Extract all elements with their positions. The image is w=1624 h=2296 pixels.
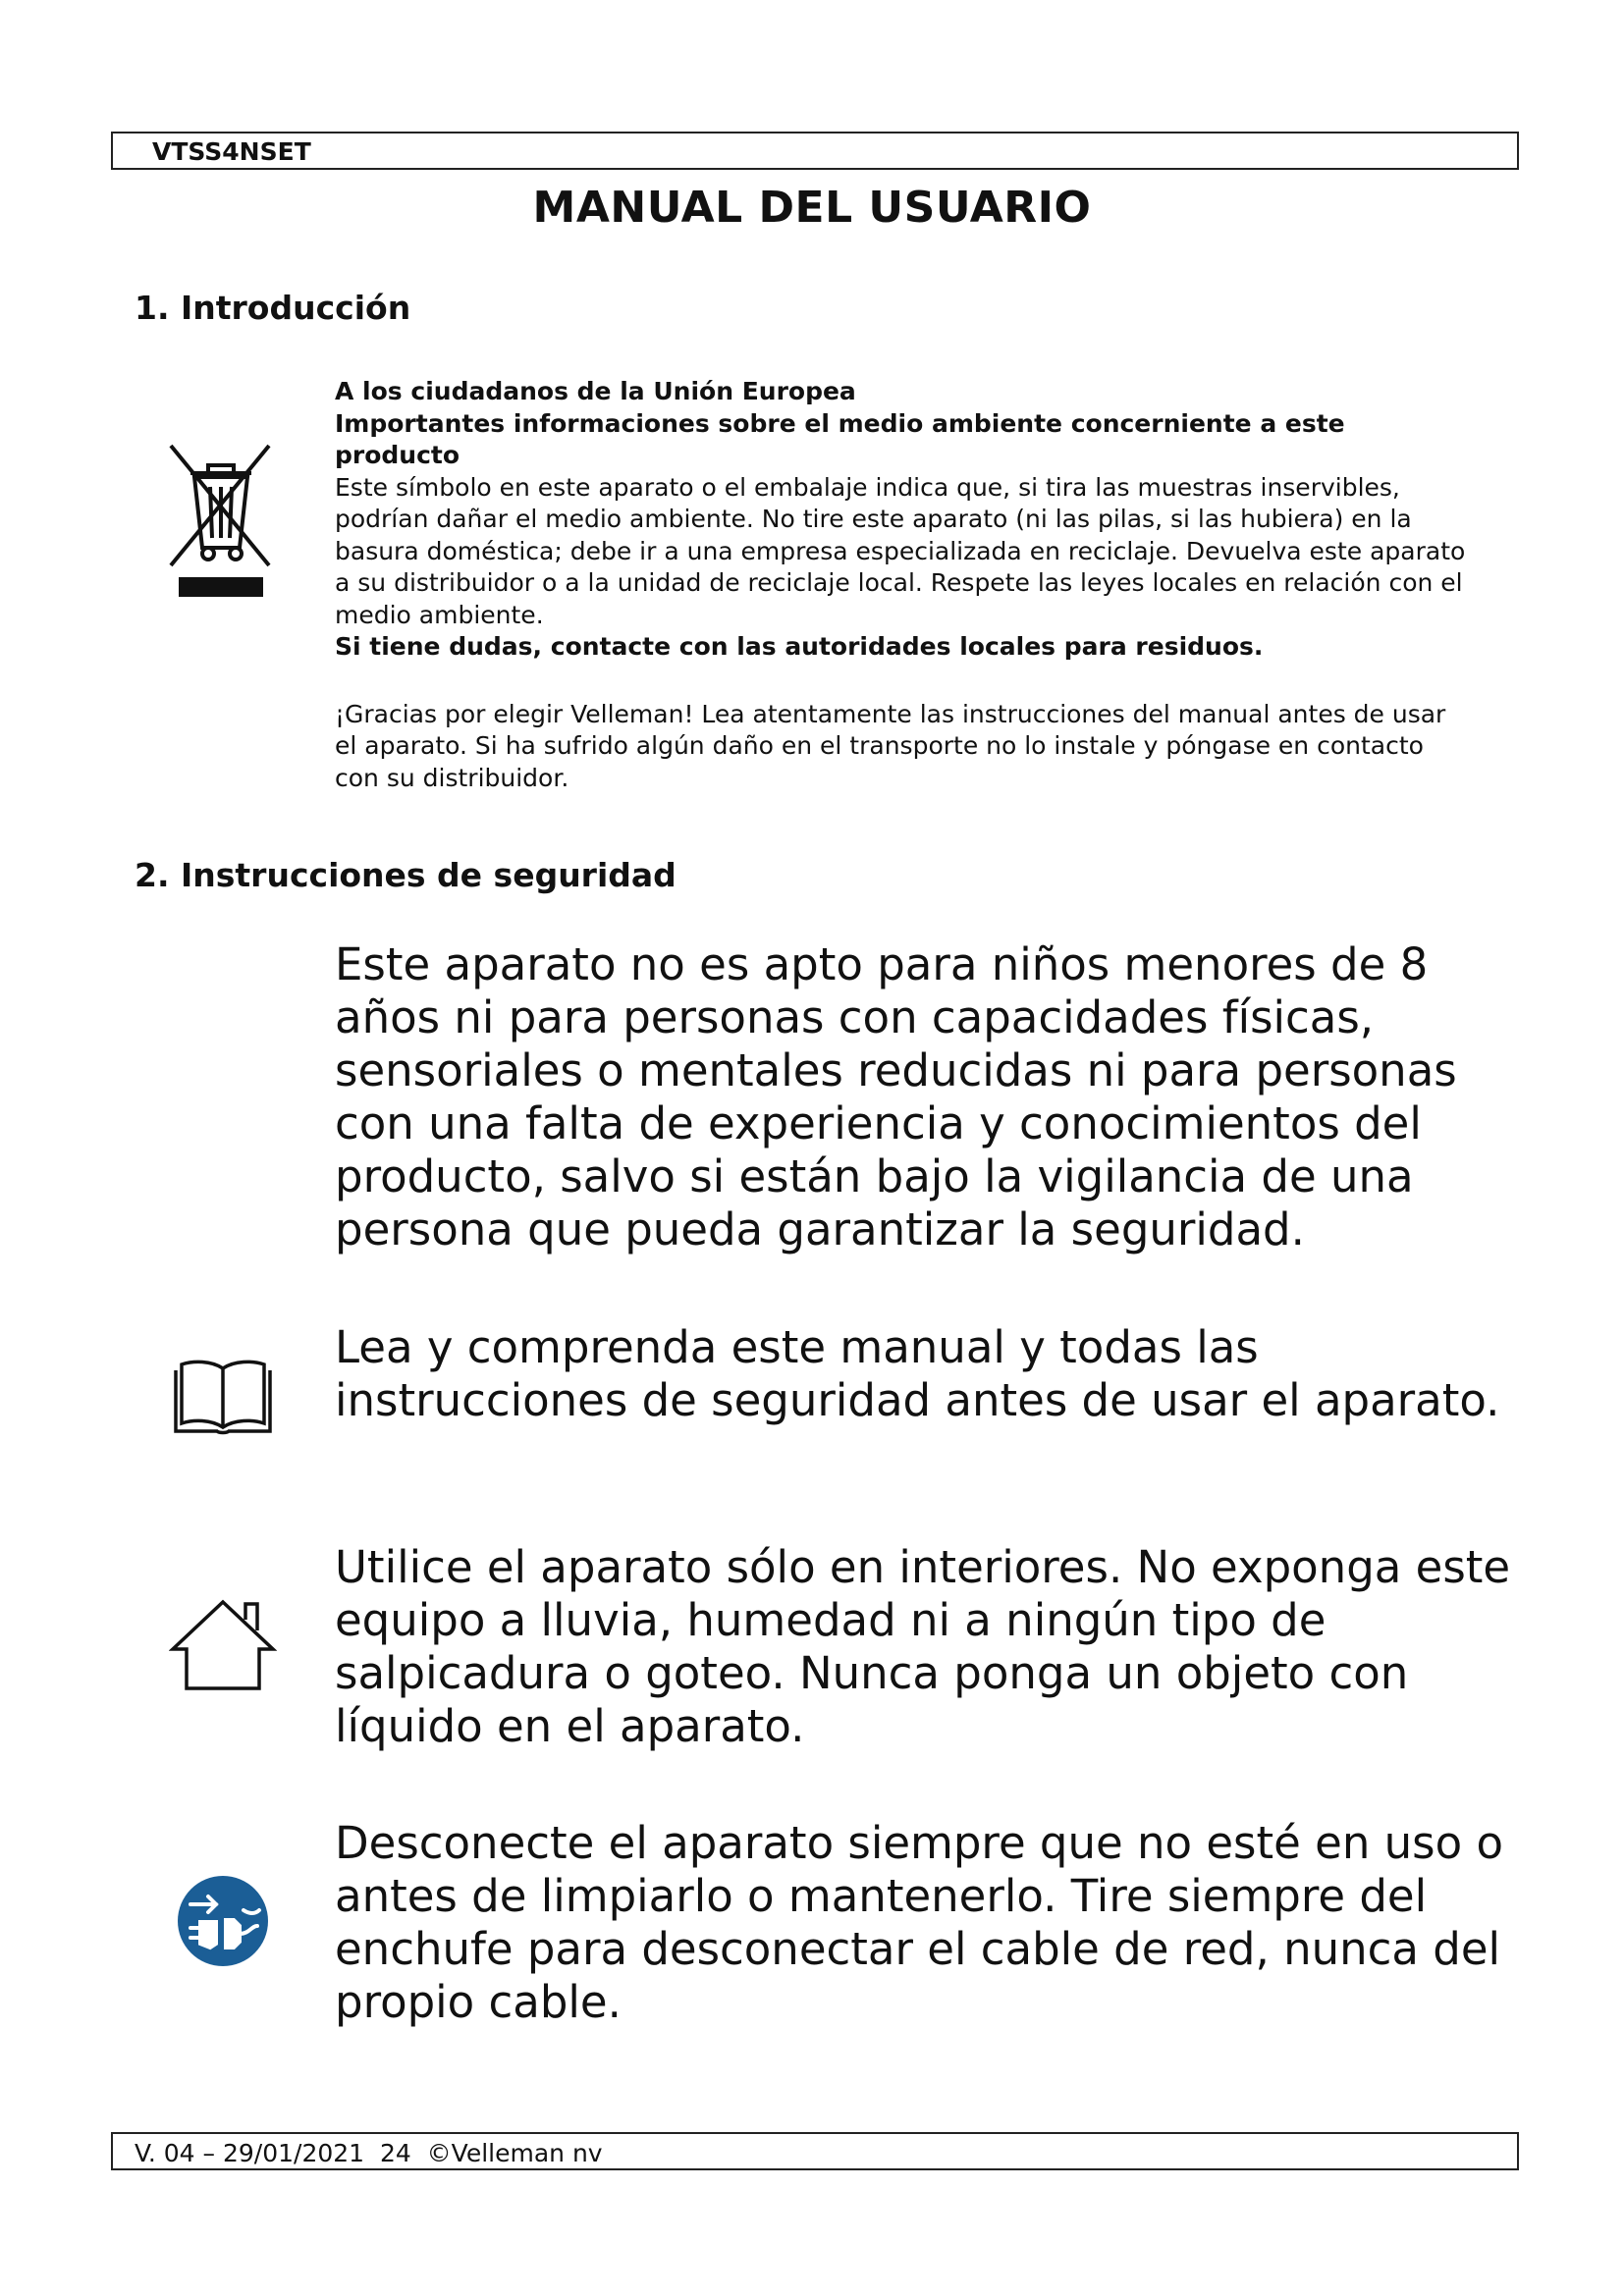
thanks-paragraph: ¡Gracias por elegir Velleman! Lea atentamente las instrucciones del manual antes de usar el aparato. Si ha sufrido algún daño en el transporte no lo instale y póngase en contacto con su distribuidor. xyxy=(335,699,1446,792)
safety-text-children: Este aparato no es apto para niños menores de 8 años ni para personas con capacidades físicas, sensoriales o mentales reducidas ni para personas con una falta de experiencia y conocimientos del producto, salvo si están bajo la vigilancia de una persona que pueda garantizar la seguridad. xyxy=(335,938,1457,1255)
book-icon xyxy=(174,1355,272,1437)
footer-text: V. 04 – 29/01/2021 24 ©Velleman nv xyxy=(135,2139,603,2167)
section-heading-seguridad: 2. Instrucciones de seguridad xyxy=(135,856,677,894)
header-box xyxy=(111,132,1519,170)
environment-body: Este símbolo en este aparato o el embalaje indica que, si tira las muestras inservibles, podrían dañar el medio ambiente. No tire este aparato (ni las pilas, si las hubiera) en la basura doméstica; debe ir a una empresa especializada en reciclaje. Devuelva este aparato a su distribuidor o a la unidad de reciclaje local. Respete las leyes locales en relación con el medio ambiente. xyxy=(335,472,1466,629)
safety-text-disconnect: Desconecte el aparato siempre que no esté en uso o antes de limpiarlo o mantenerlo. Tire siempre del enchufe para desconectar el cable de red, nunca del propio cable. xyxy=(335,1817,1503,2028)
page-title: MANUAL DEL USUARIO xyxy=(532,183,1092,233)
unplug-icon xyxy=(177,1875,269,1967)
section-heading-introduccion: 1. Introducción xyxy=(135,289,411,327)
house-icon xyxy=(169,1598,277,1691)
safety-text-indoor-use: Utilice el aparato sólo en interiores. No exponga este equipo a lluvia, humedad ni a ningún tipo de salpicadura o goteo. Nunca ponga un objeto con líquido en el aparato. xyxy=(335,1541,1511,1752)
eu-citizens-heading: A los ciudadanos de la Unión Europea xyxy=(335,377,856,405)
environment-heading: Importantes informaciones sobre el medio ambiente concerniente a este producto xyxy=(335,408,1345,469)
model-code: VTSS4NSET xyxy=(152,137,311,166)
footer-box xyxy=(111,2132,1519,2170)
safety-text-read-manual: Lea y comprenda este manual y todas las instrucciones de seguridad antes de usar el aparato. xyxy=(335,1321,1500,1426)
weee-bin-icon xyxy=(165,442,275,599)
doubts-notice: Si tiene dudas, contacte con las autoridades locales para residuos. xyxy=(335,632,1264,661)
intro-text-block xyxy=(335,376,1474,794)
